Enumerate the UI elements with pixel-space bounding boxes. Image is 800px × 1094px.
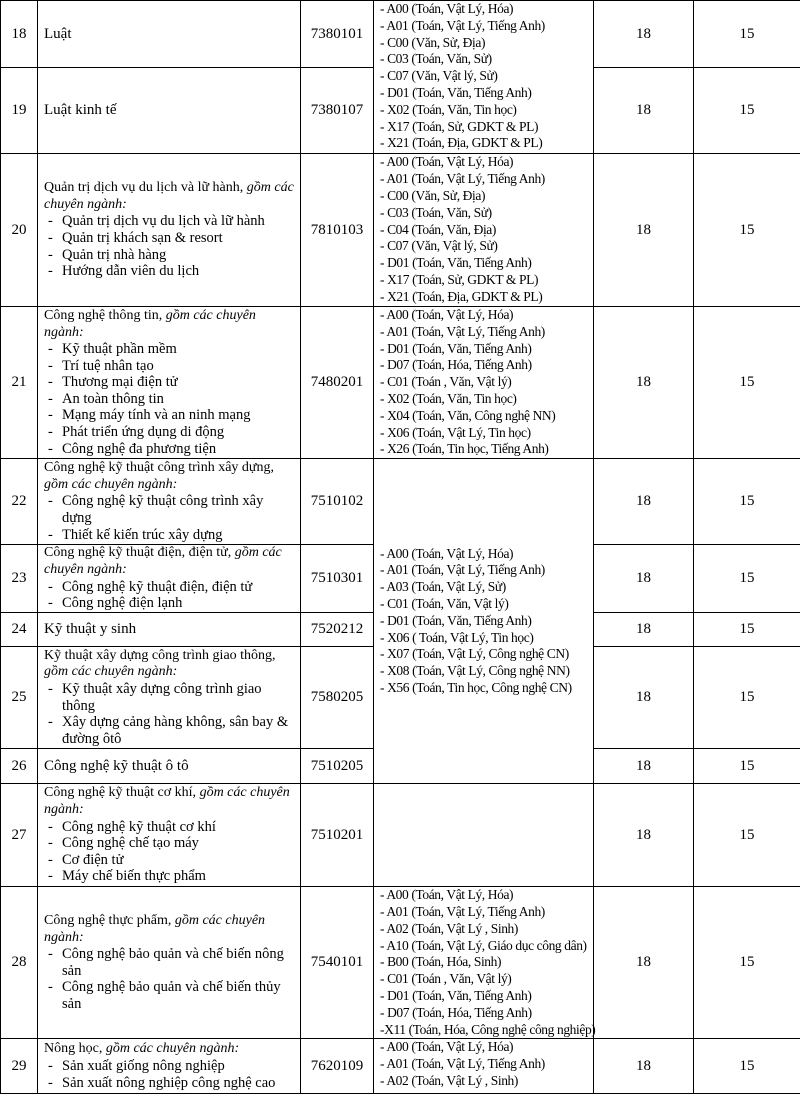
subject-combo: - X17 (Toán, Sử, GDKT & PL) xyxy=(380,272,593,289)
subject-combo: - X56 (Toán, Tin học, Công nghệ CN) xyxy=(380,680,593,697)
score-threshold-1: 18 xyxy=(594,749,694,784)
subject-combinations xyxy=(374,154,594,307)
specialization-list xyxy=(44,341,296,457)
subject-combo: - D01 (Toán, Văn, Tiếng Anh) xyxy=(380,255,593,272)
specialization-item: - Máy chế biến thực phẩm xyxy=(44,868,296,885)
major-title-note: gồm các chuyên ngành: xyxy=(106,1041,239,1056)
subject-combo: - X21 (Toán, Địa, GDKT & PL) xyxy=(380,135,593,152)
specialization-item: - Công nghệ kỹ thuật công trình xây dựng xyxy=(44,493,296,526)
specialization-item: - Xây dựng cảng hàng không, sân bay & đường ôtô xyxy=(44,714,296,747)
specialization-item: - Cơ điện tử xyxy=(44,852,296,869)
specialization-list xyxy=(44,579,296,612)
specialization-item: - Quản trị khách sạn & resort xyxy=(44,230,296,247)
subject-combo: - A03 (Toán, Vật Lý, Sử) xyxy=(380,579,593,596)
specialization-item: - Công nghệ điện lạnh xyxy=(44,595,296,612)
subject-combo: - C04 (Toán, Văn, Địa) xyxy=(380,222,593,239)
subject-combo: - A01 (Toán, Vật Lý, Tiếng Anh) xyxy=(380,904,593,921)
major-title: Công nghệ kỹ thuật cơ khí, gồm các chuyên ngành: xyxy=(44,785,296,818)
subject-combo: - A00 (Toán, Vật Lý, Hóa) xyxy=(380,307,593,324)
specialization-item: - Công nghệ bảo quản và chế biến nông sản xyxy=(44,946,296,979)
subject-combo: - X08 (Toán, Vật Lý, Công nghệ NN) xyxy=(380,663,593,680)
subject-combo: - A02 (Toán, Vật Lý , Sinh) xyxy=(380,921,593,938)
major-title: Công nghệ kỹ thuật công trình xây dựng, gồm các chuyên ngành: xyxy=(44,460,296,493)
major-title: Kỹ thuật xây dựng công trình giao thông, gồm các chuyên ngành: xyxy=(44,648,296,681)
score-threshold-1: 18 xyxy=(594,307,694,459)
subject-combo: - A00 (Toán, Vật Lý, Hóa) xyxy=(380,154,593,171)
subject-combo: - C03 (Toán, Văn, Sử) xyxy=(380,205,593,222)
major-title: Công nghệ thông tin, gồm các chuyên ngành: xyxy=(44,308,296,341)
score-threshold-2: 15 xyxy=(694,154,800,307)
score-threshold-1: 18 xyxy=(594,545,694,613)
subject-combo: - D01 (Toán, Văn, Tiếng Anh) xyxy=(380,85,593,102)
subject-combo: - A00 (Toán, Vật Lý, Hóa) xyxy=(380,1039,593,1056)
score-threshold-2: 15 xyxy=(694,1039,800,1094)
subject-combo: - C01 (Toán , Văn, Vật lý) xyxy=(380,971,593,988)
row-number: 26 xyxy=(1,749,38,784)
table-row xyxy=(1,459,800,545)
major-title-note: gồm các chuyên ngành: xyxy=(44,180,294,212)
major-name xyxy=(38,784,301,887)
subject-combo: - A00 (Toán, Vật Lý, Hóa) xyxy=(380,1,593,18)
specialization-item: - Quản trị nhà hàng xyxy=(44,247,296,264)
major-title: Nông học, gồm các chuyên ngành: xyxy=(44,1041,296,1058)
score-threshold-1: 18 xyxy=(594,647,694,749)
row-number: 21 xyxy=(1,307,38,459)
major-code: 7540101 xyxy=(301,887,374,1039)
major-code: 7380107 xyxy=(301,68,374,154)
subject-combo: - A10 (Toán, Vật Lý, Giáo dục công dân) xyxy=(380,938,593,955)
score-threshold-1: 18 xyxy=(594,1,694,68)
specialization-item: - Công nghệ kỹ thuật điện, điện tử xyxy=(44,579,296,596)
specialization-item: - Thương mại điện tử xyxy=(44,374,296,391)
major-title-note: gồm các chuyên ngành: xyxy=(44,477,177,492)
major-code: 7510205 xyxy=(301,749,374,784)
subject-combinations xyxy=(374,1039,594,1094)
subject-combo: - X21 (Toán, Địa, GDKT & PL) xyxy=(380,289,593,306)
subject-combo: - C01 (Toán, Văn, Vật lý) xyxy=(380,596,593,613)
subject-combo: - D01 (Toán, Văn, Tiếng Anh) xyxy=(380,613,593,630)
table-row xyxy=(1,307,800,459)
specialization-list xyxy=(44,681,296,747)
major-code: 7510102 xyxy=(301,459,374,545)
score-threshold-2: 15 xyxy=(694,749,800,784)
subject-combo: - X06 ( Toán, Vật Lý, Tin học) xyxy=(380,630,593,647)
score-threshold-1: 18 xyxy=(594,1039,694,1094)
major-name xyxy=(38,154,301,307)
specialization-item: - Công nghệ bảo quản và chế biến thủy sản xyxy=(44,979,296,1012)
score-threshold-2: 15 xyxy=(694,307,800,459)
score-threshold-2: 15 xyxy=(694,68,800,154)
major-code: 7620109 xyxy=(301,1039,374,1094)
subject-combo: - A00 (Toán, Vật Lý, Hóa) xyxy=(380,546,593,563)
subject-combo: - A01 (Toán, Vật Lý, Tiếng Anh) xyxy=(380,562,593,579)
score-threshold-2: 15 xyxy=(694,784,800,887)
table-row xyxy=(1,1,800,68)
row-number: 28 xyxy=(1,887,38,1039)
major-code: 7380101 xyxy=(301,1,374,68)
major-title: Quản trị dịch vụ du lịch và lữ hành, gồm các chuyên ngành: xyxy=(44,180,296,213)
table-row xyxy=(1,1039,800,1094)
major-title-note: gồm các chuyên ngành: xyxy=(44,664,177,679)
score-threshold-1: 18 xyxy=(594,68,694,154)
subject-combo: - D07 (Toán, Hóa, Tiếng Anh) xyxy=(380,357,593,374)
score-threshold-1: 18 xyxy=(594,887,694,1039)
specialization-item: - Mạng máy tính và an ninh mạng xyxy=(44,407,296,424)
specialization-item: - Công nghệ kỹ thuật cơ khí xyxy=(44,819,296,836)
subject-combo: - C07 (Văn, Vật lý, Sử) xyxy=(380,68,593,85)
subject-combo: - D07 (Toán, Hóa, Tiếng Anh) xyxy=(380,1005,593,1022)
subject-combo: - B00 (Toán, Hóa, Sinh) xyxy=(380,954,593,971)
specialization-item: - Công nghệ đa phương tiện xyxy=(44,441,296,458)
major-name: Luật xyxy=(38,1,301,68)
major-name: Công nghệ kỹ thuật ô tô xyxy=(38,749,301,784)
row-number: 22 xyxy=(1,459,38,545)
specialization-item: - Phát triển ứng dụng di động xyxy=(44,424,296,441)
major-name: Kỹ thuật y sinh xyxy=(38,613,301,647)
specialization-item: - An toàn thông tin xyxy=(44,391,296,408)
score-threshold-2: 15 xyxy=(694,647,800,749)
major-name: Luật kinh tế xyxy=(38,68,301,154)
major-code: 7810103 xyxy=(301,154,374,307)
subject-combo: - C00 (Văn, Sử, Địa) xyxy=(380,35,593,52)
subject-combo: - X02 (Toán, Văn, Tin học) xyxy=(380,391,593,408)
subject-combo: - X17 (Toán, Sử, GDKT & PL) xyxy=(380,119,593,136)
subject-combinations xyxy=(374,1,594,154)
specialization-item: - Công nghệ chế tạo máy xyxy=(44,835,296,852)
major-code: 7480201 xyxy=(301,307,374,459)
score-threshold-2: 15 xyxy=(694,613,800,647)
row-number: 27 xyxy=(1,784,38,887)
specialization-list xyxy=(44,1058,296,1091)
major-title: Công nghệ kỹ thuật điện, điện tử, gồm các chuyên ngành: xyxy=(44,545,296,578)
major-name xyxy=(38,887,301,1039)
subject-combo: - A00 (Toán, Vật Lý, Hóa) xyxy=(380,887,593,904)
specialization-item: - Sản xuất giống nông nghiệp xyxy=(44,1058,296,1075)
score-threshold-2: 15 xyxy=(694,545,800,613)
score-threshold-1: 18 xyxy=(594,784,694,887)
subject-combo: - X26 (Toán, Tin học, Tiếng Anh) xyxy=(380,441,593,458)
major-code: 7580205 xyxy=(301,647,374,749)
subject-combinations xyxy=(374,887,594,1039)
subject-combo: - A01 (Toán, Vật Lý, Tiếng Anh) xyxy=(380,18,593,35)
subject-combo: - X02 (Toán, Văn, Tin học) xyxy=(380,102,593,119)
subject-combo: - C00 (Văn, Sử, Địa) xyxy=(380,188,593,205)
subject-combinations xyxy=(374,459,594,784)
specialization-list xyxy=(44,946,296,1012)
major-name xyxy=(38,459,301,545)
specialization-item: - Quản trị dịch vụ du lịch và lữ hành xyxy=(44,213,296,230)
specialization-list xyxy=(44,819,296,885)
subject-combo: - X06 (Toán, Vật Lý, Tin học) xyxy=(380,425,593,442)
major-name xyxy=(38,647,301,749)
major-title-note: gồm các chuyên ngành: xyxy=(44,545,282,577)
subject-combo: -X11 (Toán, Hóa, Công nghệ công nghiệp) xyxy=(380,1022,593,1039)
score-threshold-1: 18 xyxy=(594,613,694,647)
subject-combo: - A02 (Toán, Vật Lý , Sinh) xyxy=(380,1073,593,1090)
specialization-item: - Hướng dẫn viên du lịch xyxy=(44,263,296,280)
row-number: 23 xyxy=(1,545,38,613)
subject-combinations xyxy=(374,784,594,887)
specialization-item: - Kỹ thuật phần mềm xyxy=(44,341,296,358)
score-threshold-2: 15 xyxy=(694,1,800,68)
subject-combo: - A01 (Toán, Vật Lý, Tiếng Anh) xyxy=(380,324,593,341)
major-title-note: gồm các chuyên ngành: xyxy=(44,308,256,340)
row-number: 24 xyxy=(1,613,38,647)
subject-combo: - A01 (Toán, Vật Lý, Tiếng Anh) xyxy=(380,171,593,188)
subject-combo: - C01 (Toán , Văn, Vật lý) xyxy=(380,374,593,391)
specialization-list xyxy=(44,213,296,279)
subject-combo: - A01 (Toán, Vật Lý, Tiếng Anh) xyxy=(380,1056,593,1073)
major-title: Công nghệ thực phẩm, gồm các chuyên ngành: xyxy=(44,913,296,946)
specialization-item: - Trí tuệ nhân tạo xyxy=(44,358,296,375)
subject-combo: - X07 (Toán, Vật Lý, Công nghệ CN) xyxy=(380,646,593,663)
table-row xyxy=(1,887,800,1039)
score-threshold-1: 18 xyxy=(594,154,694,307)
major-code: 7520212 xyxy=(301,613,374,647)
major-title-note: gồm các chuyên ngành: xyxy=(44,913,265,945)
score-threshold-2: 15 xyxy=(694,887,800,1039)
row-number: 19 xyxy=(1,68,38,154)
major-code: 7510301 xyxy=(301,545,374,613)
major-title-note: gồm các chuyên ngành: xyxy=(44,785,290,817)
specialization-item: - Thiết kế kiến trúc xây dựng xyxy=(44,527,296,544)
row-number: 29 xyxy=(1,1039,38,1094)
subject-combo: - D01 (Toán, Văn, Tiếng Anh) xyxy=(380,341,593,358)
major-name xyxy=(38,1039,301,1094)
major-name xyxy=(38,307,301,459)
score-threshold-2: 15 xyxy=(694,459,800,545)
row-number: 20 xyxy=(1,154,38,307)
specialization-item: - Kỹ thuật xây dựng công trình giao thông xyxy=(44,681,296,714)
specialization-item: - Sản xuất nông nghiệp công nghệ cao xyxy=(44,1075,296,1092)
major-name xyxy=(38,545,301,613)
subject-combinations xyxy=(374,307,594,459)
major-code: 7510201 xyxy=(301,784,374,887)
row-number: 18 xyxy=(1,1,38,68)
row-number: 25 xyxy=(1,647,38,749)
subject-combo: - C03 (Toán, Văn, Sử) xyxy=(380,51,593,68)
table-row xyxy=(1,784,800,887)
subject-combo: - D01 (Toán, Văn, Tiếng Anh) xyxy=(380,988,593,1005)
specialization-list xyxy=(44,493,296,543)
score-threshold-1: 18 xyxy=(594,459,694,545)
table-row xyxy=(1,154,800,307)
subject-combo: - X04 (Toán, Văn, Công nghệ NN) xyxy=(380,408,593,425)
subject-combo: - C07 (Văn, Vật lý, Sử) xyxy=(380,238,593,255)
